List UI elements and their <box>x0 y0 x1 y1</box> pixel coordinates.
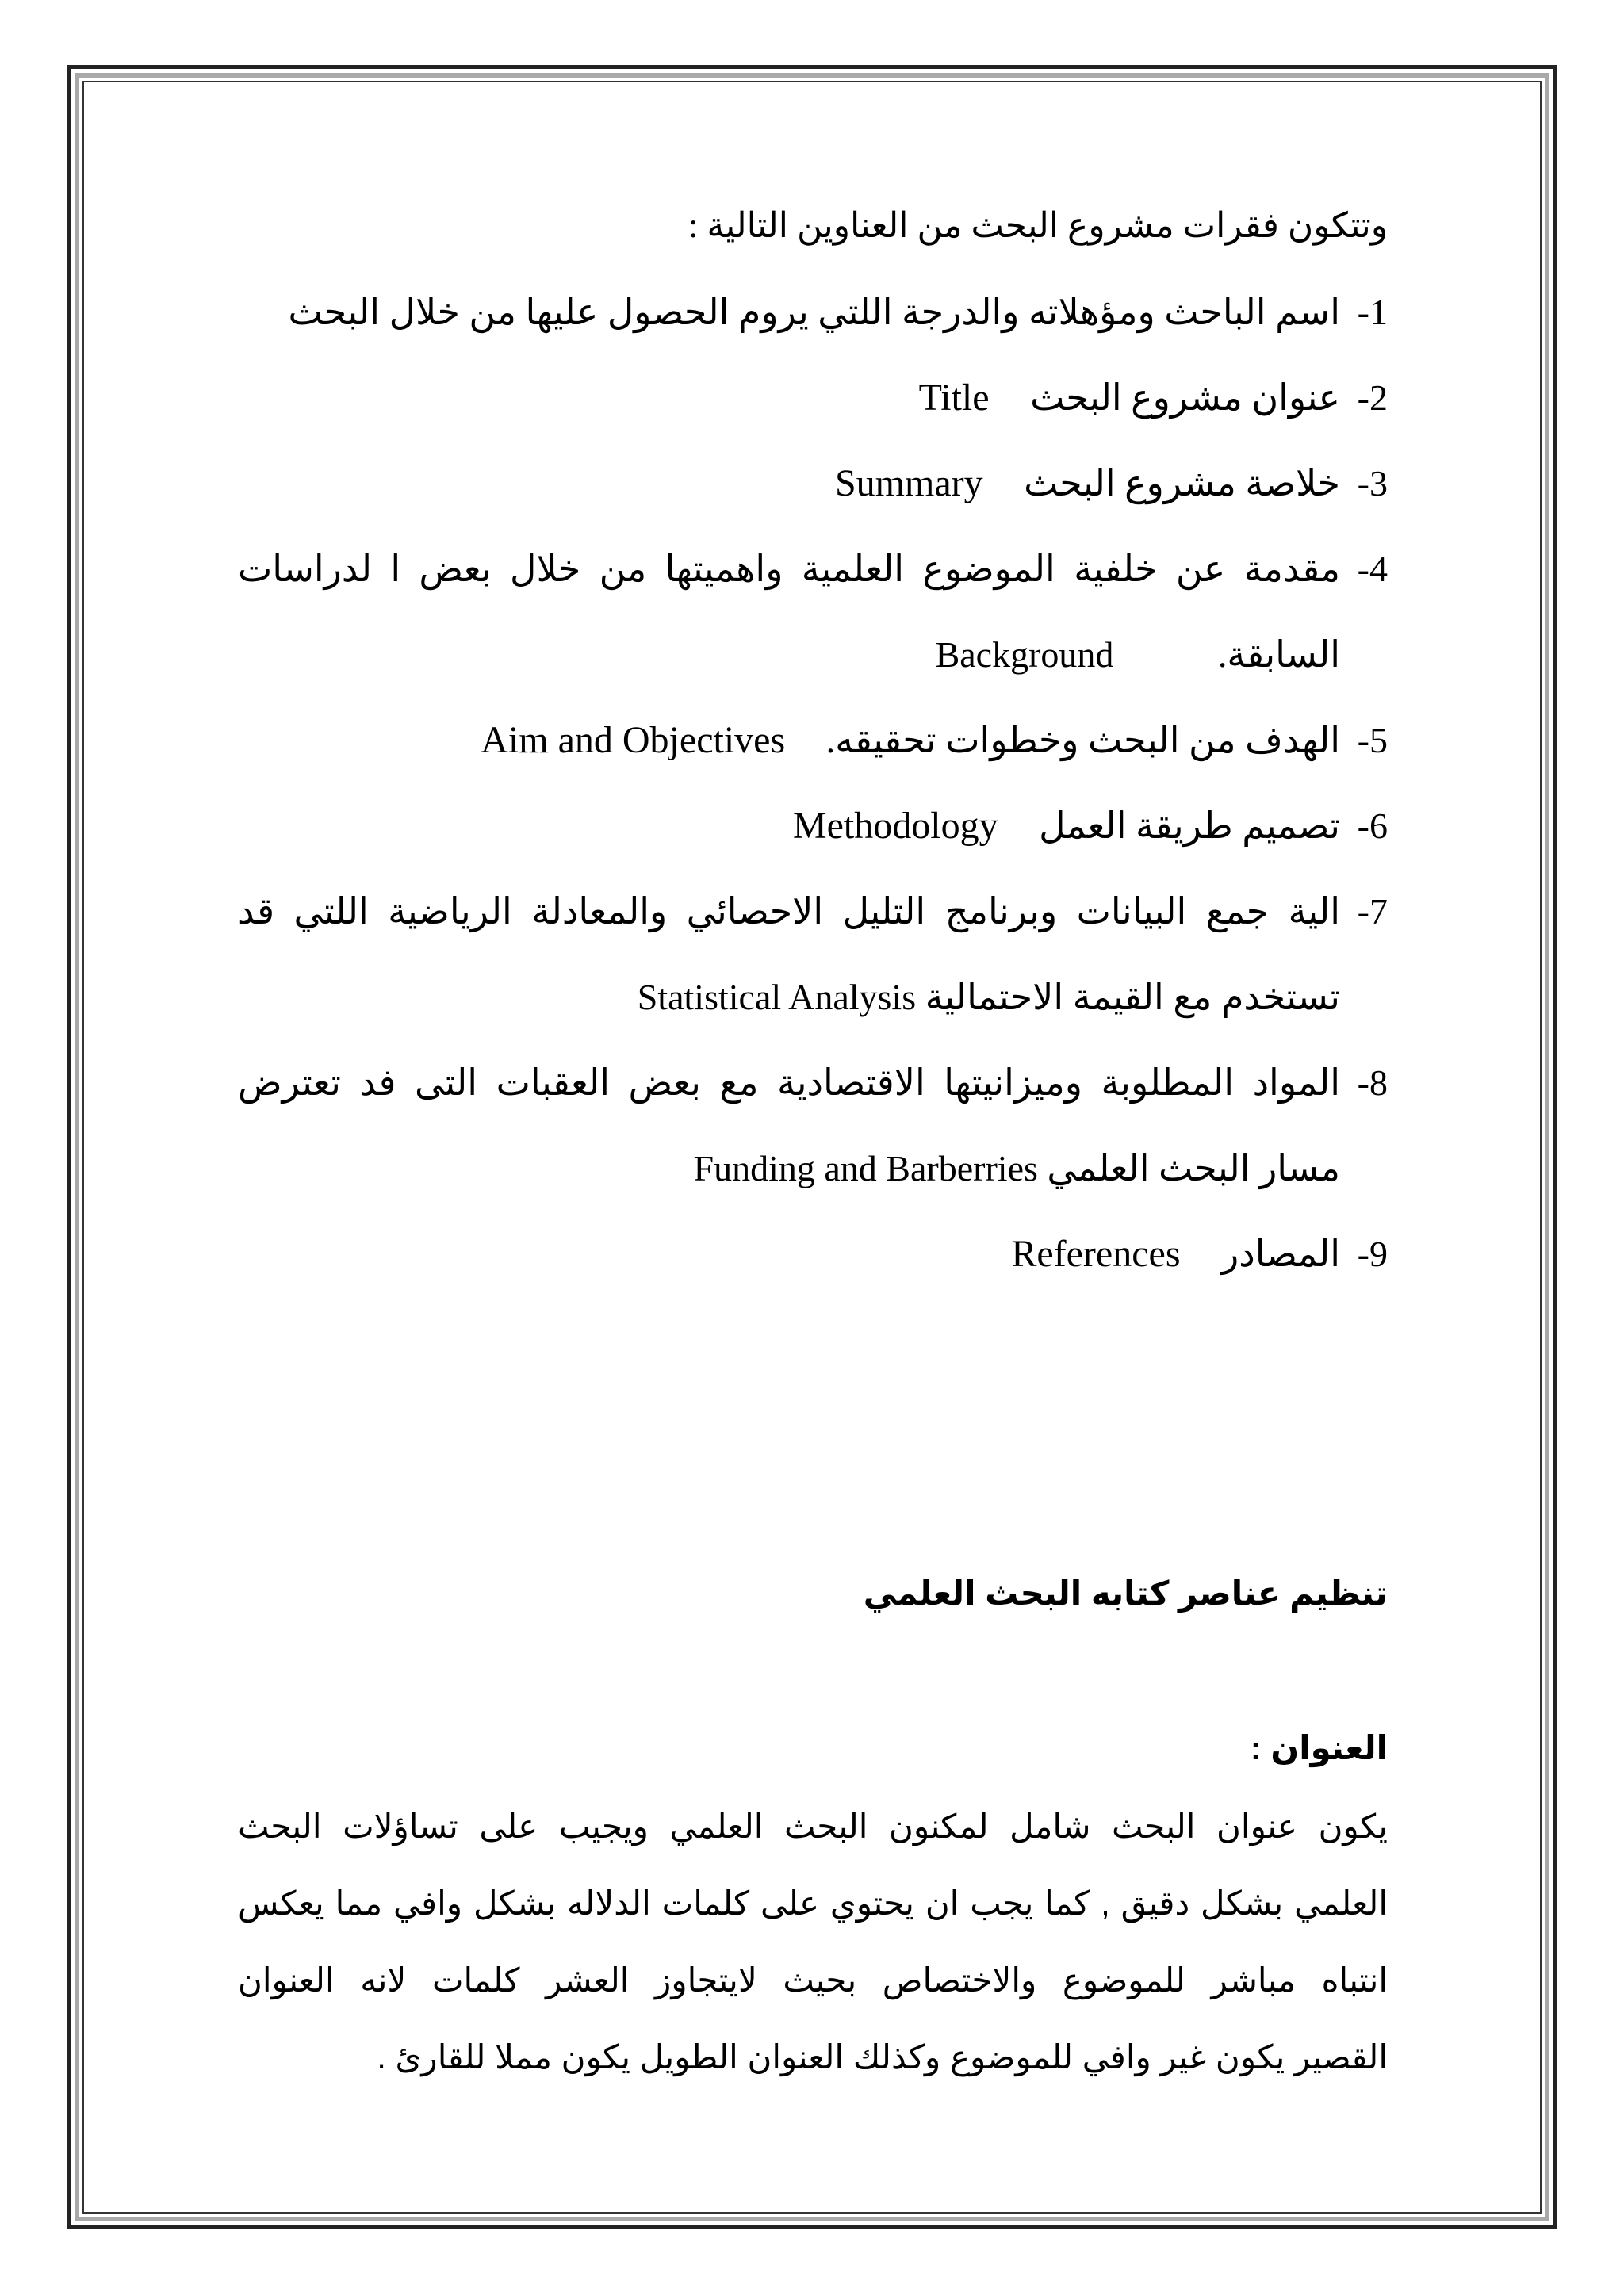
item-text: تصميم طريقة العمل <box>1039 806 1340 846</box>
item-english: Aim and Objectives <box>481 719 786 761</box>
list-item <box>238 355 1388 441</box>
list-item <box>238 698 1388 783</box>
list-item <box>238 1211 1388 1297</box>
item-number: 9- <box>1357 1234 1388 1274</box>
item-text: الية جمع البيانات وبرنامج التليل الاحصائي والمعادلة الرياضية اللتي قد <box>238 891 1340 932</box>
intro-line: وتتكون فقرات مشروع البحث من العناوين التالية : <box>688 206 1388 245</box>
paragraph-line: العلمي بشكل دقيق , كما يجب ان يحتوي على كلمات الدلاله بشكل وافي مما يعكس <box>238 1885 1388 1922</box>
item-english: Background <box>935 634 1114 675</box>
list-item-continuation <box>238 1126 1388 1211</box>
item-english: Methodology <box>792 805 998 847</box>
item-text-cont: تستخدم مع القيمة الاحتمالية <box>925 977 1340 1017</box>
list-item <box>238 270 1388 355</box>
item-text: عنوان مشروع البحث <box>1030 377 1340 418</box>
proposal-sections-list <box>238 190 1388 1297</box>
paragraph-line: يكون عنوان البحث شامل لمكنون البحث العلمي ويجيب على تساؤلات البحث <box>238 1808 1388 1845</box>
item-number: 4- <box>1357 549 1388 589</box>
item-text-cont: مسار البحث العلمي <box>1047 1148 1340 1188</box>
list-item <box>238 869 1388 955</box>
item-english: Funding and Barberries <box>693 1148 1038 1188</box>
list-item <box>238 1040 1388 1126</box>
item-number: 1- <box>1357 292 1388 332</box>
item-number: 2- <box>1357 377 1388 418</box>
item-english: Title <box>918 377 990 419</box>
paragraph-line: القصير يكون غير وافي للموضوع وكذلك العنوان الطويل يكون مملا للقارئ . <box>377 2038 1388 2076</box>
item-english: Summary <box>834 462 983 504</box>
list-item-continuation <box>238 955 1388 1040</box>
item-number: 5- <box>1357 720 1388 760</box>
item-text: مقدمة عن خلفية الموضوع العلمية واهميتها من خلال بعض ا لدراسات <box>238 549 1340 589</box>
list-item <box>238 441 1388 526</box>
item-english: Statistical Analysis <box>637 977 917 1017</box>
section-heading: تنظيم عناصر كتابه البحث العلمي <box>863 1575 1388 1612</box>
item-text: اسم الباحث ومؤهلاته والدرجة اللتي يروم الحصول عليها من خلال البحث <box>288 292 1340 332</box>
item-text: المصادر <box>1221 1234 1340 1274</box>
item-english: References <box>1011 1233 1181 1275</box>
item-number: 6- <box>1357 806 1388 846</box>
item-number: 3- <box>1357 463 1388 503</box>
list-item <box>238 783 1388 869</box>
item-text: الهدف من البحث وخطوات تحقيقه. <box>825 720 1340 760</box>
item-text: خلاصة مشروع البحث <box>1024 463 1340 503</box>
item-number: 7- <box>1357 891 1388 932</box>
list-item-continuation <box>238 612 1388 698</box>
title-paragraph <box>238 1788 1388 2095</box>
title-subheading: العنوان : <box>1250 1729 1388 1766</box>
item-text-cont: السابقة. <box>1217 634 1340 675</box>
item-text: المواد المطلوبة وميزانيتها الاقتصادية مع بعض العقبات التى فد تعترض <box>238 1062 1340 1103</box>
list-item <box>238 526 1388 612</box>
item-number: 8- <box>1357 1062 1388 1103</box>
paragraph-line: انتباه مباشر للموضوع والاختصاص بحيث لايتجاوز العشر كلمات لانه العنوان <box>238 1961 1388 1999</box>
